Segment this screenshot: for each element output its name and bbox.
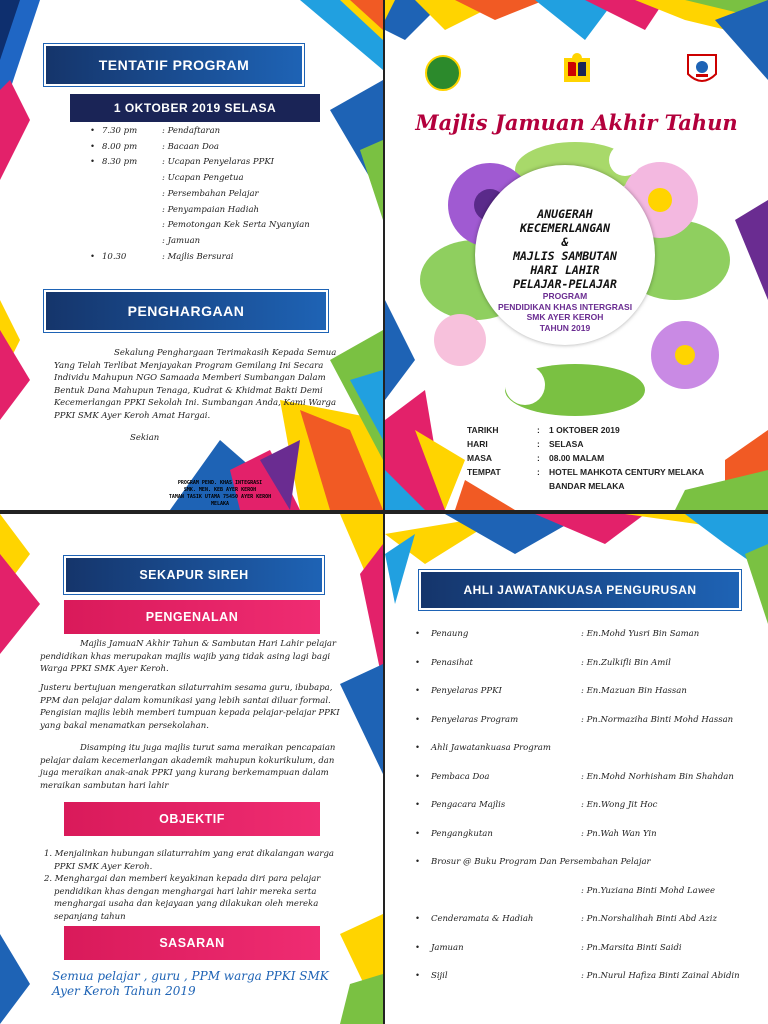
- schedule-row: [90, 187, 360, 203]
- committee-bullet: •: [415, 629, 421, 640]
- committee-title: AHLI JAWATANKUASA PENGURUSAN: [463, 583, 697, 597]
- committee-bullet: •: [415, 914, 421, 925]
- committee-row: [385, 820, 768, 849]
- district-crest-logo: [685, 52, 719, 88]
- committee-bullet: •: [415, 686, 421, 697]
- committee-role: Brosur @ Buku Program Dan Persembahan Pelajar: [431, 857, 651, 868]
- fold-divider-horizontal: [0, 510, 768, 514]
- schedule-list: [90, 124, 360, 265]
- panel-tentatif: [0, 0, 383, 510]
- committee-name: : En.Mohd Norhisham Bin Shahdan: [581, 771, 734, 782]
- committee-row: [385, 763, 768, 792]
- committee-row: [385, 848, 768, 877]
- headline-line: &: [561, 235, 569, 249]
- program-line: PENDIDIKAN KHAS INTERGRASI: [497, 301, 633, 312]
- schedule-time: 8.00 pm: [102, 141, 138, 152]
- closing-text: Sekian: [130, 433, 160, 443]
- school-address: [150, 480, 290, 508]
- committee-row: [385, 791, 768, 820]
- committee-bullet: •: [415, 743, 421, 754]
- committee-row: [385, 677, 768, 706]
- committee-role: Pengacara Majlis: [431, 800, 506, 811]
- schedule-item: : Ucapan Penyelaras PPKI: [162, 157, 275, 168]
- schedule-row: [90, 203, 360, 219]
- committee-banner: [419, 570, 741, 610]
- schedule-row: [90, 250, 360, 266]
- committee-row: [385, 934, 768, 963]
- schedule-row: [90, 155, 360, 171]
- detail-extra: BANDAR MELAKA: [549, 481, 625, 491]
- schedule-item: : Bacaan Doa: [162, 141, 219, 152]
- schedule-row: [90, 234, 360, 250]
- address-line: PROGRAM PEND. KHAS INTEGRASI: [177, 480, 263, 486]
- schedule-bullet: [90, 218, 102, 234]
- tentatif-title: TENTATIF PROGRAM: [98, 57, 250, 73]
- detail-value: SELASA: [549, 439, 584, 449]
- committee-role: Pembaca Doa: [431, 771, 490, 782]
- objektif-banner: [64, 802, 320, 836]
- detail-label: MASA: [467, 453, 493, 463]
- headline-lines: [475, 207, 655, 291]
- panel-sekapur-sireh: [0, 514, 383, 1024]
- program-line: TAHUN 2019: [539, 322, 591, 333]
- address-line: SMK. MEN. KEB AYER KEROH: [183, 487, 257, 493]
- detail-colon: :: [537, 453, 540, 463]
- committee-row: [385, 649, 768, 678]
- schedule-time: [102, 171, 162, 187]
- schedule-time: [102, 187, 162, 203]
- schedule-time: [102, 203, 162, 219]
- detail-value: HOTEL MAHKOTA CENTURY MELAKA: [549, 467, 705, 477]
- headline-line: HARI LAHIR: [530, 263, 600, 277]
- committee-name: : Pn.Normaziha Binti Mohd Hassan: [581, 714, 734, 725]
- committee-role: Cenderamata & Hadiah: [431, 914, 534, 925]
- schedule-item: : Jamuan: [162, 235, 201, 246]
- schedule-bullet: •: [90, 126, 96, 136]
- committee-name: : Pn.Wah Wan Yin: [581, 828, 657, 839]
- schedule-time: [102, 234, 162, 250]
- program-line: PROGRAM: [542, 291, 588, 301]
- detail-label: TARIKH: [467, 425, 499, 435]
- headline-line: MAJLIS SAMBUTAN: [513, 249, 617, 263]
- detail-colon: :: [537, 425, 540, 435]
- schedule-time: 7.30 pm: [102, 126, 138, 136]
- pengenalan-title: PENGENALAN: [145, 610, 239, 624]
- sekapur-title: SEKAPUR SIREH: [139, 568, 249, 582]
- schedule-bullet: [90, 203, 102, 219]
- committee-bullet: •: [415, 857, 421, 868]
- committee-name: : Pn.Yuziana Binti Mohd Lawee: [581, 885, 716, 896]
- objektif-title: OBJEKTIF: [159, 812, 225, 826]
- schedule-bullet: •: [90, 251, 96, 262]
- detail-value: 1 OKTOBER 2019: [549, 425, 620, 435]
- tentatif-banner: [44, 44, 304, 86]
- committee-name: : Pn.Nurul Hafiza Binti Zainal Abidin: [581, 971, 740, 982]
- pengenalan-para-1: Majlis JamuaN Akhir Tahun & Sambutan Hari Lahir pelajar pendidikan khas merupakan majlis wajib yang tidak asing lagi bagi Warga PPKI SMK Ayer Keroh.: [40, 639, 337, 674]
- detail-label: TEMPAT: [467, 467, 501, 477]
- program-lines: [475, 291, 655, 333]
- schedule-row: [90, 124, 360, 140]
- detail-row: [467, 425, 704, 439]
- committee-role: Penyelaras PPKI: [431, 686, 502, 697]
- pengenalan-para-2: Justeru bertujuan mengeratkan silaturrahim sesama guru, ibubapa, PPM dan pelajar dalam komunikasi yang lebih santai diluar formal. Pengisian majlis lebih memberi tumpuan kepada pelajar-pelajar PPKI yang bakal menamatkan persekolahan.: [40, 683, 340, 731]
- committee-row: [385, 905, 768, 934]
- committee-role: Penasihat: [431, 657, 473, 668]
- committee-role: Pengangkutan: [431, 828, 493, 839]
- panel-committee: [385, 514, 768, 1024]
- ministry-crest-logo: [560, 52, 594, 86]
- school-crest-logo: [425, 55, 461, 91]
- detail-row: [467, 453, 704, 467]
- committee-bullet: •: [415, 771, 421, 782]
- committee-name: : En.Zulkifli Bin Amil: [581, 657, 671, 668]
- schedule-time: [102, 218, 162, 234]
- committee-row: [385, 620, 768, 649]
- objektif-item: 2. Menghargai dan memberi keyakinan kepada diri para pelajar pendidikan khas dengan menghargai hari lahir mereka serta menghargai usaha dan kejayaan yang dilakukan oleh mereka sepanjang tahun: [44, 874, 321, 922]
- committee-bullet: •: [415, 800, 421, 811]
- committee-bullet: •: [415, 942, 421, 953]
- event-title: Majlis Jamuan Akhir Tahun: [415, 110, 738, 135]
- committee-row: [385, 962, 768, 991]
- schedule-item: : Ucapan Pengetua: [162, 173, 244, 184]
- schedule-item: : Pemotongan Kek Serta Nyanyian: [162, 220, 310, 231]
- committee-role: Jamuan: [431, 942, 464, 953]
- event-details: [467, 425, 704, 491]
- penghargaan-title: PENGHARGAAN: [127, 303, 245, 319]
- detail-row: [467, 439, 704, 453]
- sasaran-title: SASARAN: [159, 936, 225, 950]
- sasaran-text: Semua pelajar , guru , PPM warga PPKI SMK Ayer Keroh Tahun 2019: [52, 969, 329, 998]
- schedule-item: : Penyampaian Hadiah: [162, 204, 259, 215]
- address-line: MELAKA: [210, 501, 230, 507]
- committee-list: [385, 620, 768, 991]
- committee-role: Penyelaras Program: [431, 714, 519, 725]
- detail-value: 08.00 MALAM: [549, 453, 605, 463]
- address-line: TAMAN TASIK UTAMA 75450 AYER KEROH: [168, 494, 272, 500]
- committee-name: : Pn.Marsita Binti Saidi: [581, 942, 682, 953]
- headline-line: ANUGERAH: [537, 207, 593, 221]
- detail-row: [467, 467, 704, 481]
- committee-name: : En.Mazuan Bin Hassan: [581, 686, 687, 697]
- schedule-time: 8.30 pm: [102, 157, 138, 168]
- detail-colon: :: [537, 467, 540, 477]
- date-bar: [70, 94, 320, 122]
- appreciation-text: Sekalung Penghargaan Terimakasih Kepada Semua Yang Telah Terlibat Menjayakan Program Gemilang Ini Secara Individu Mahupun NGO Samaada Memberi Sumbangan Dalam Bentuk Dana Mahupun Tenaga, Kudrat & Khidmat Bakti Demi Kecemerlangan PPKI Sekolah Ini. Sumbangan Anda, Kami Warga PPKI SMK Ayer Keroh Amat Hargai.: [54, 348, 337, 421]
- schedule-row: [90, 171, 360, 187]
- detail-colon: :: [537, 439, 540, 449]
- committee-row: [385, 734, 768, 763]
- schedule-bullet: [90, 171, 102, 187]
- committee-name: : En.Wong Jit Hoc: [581, 800, 658, 811]
- committee-bullet: •: [415, 971, 421, 982]
- detail-label: HARI: [467, 439, 488, 449]
- committee-row: [385, 877, 768, 906]
- program-line: SMK AYER KEROH: [526, 312, 604, 322]
- schedule-bullet: [90, 187, 102, 203]
- objektif-list: [44, 848, 344, 923]
- date-bar-text: 1 OKTOBER 2019 SELASA: [113, 101, 277, 115]
- headline-line: KECEMERLANGAN: [519, 221, 610, 235]
- schedule-item: : Persembahan Pelajar: [162, 188, 259, 199]
- schedule-time: 10.30: [102, 251, 127, 262]
- committee-role: Ahli Jawatankuasa Program: [431, 743, 551, 754]
- committee-name: : En.Mohd Yusri Bin Saman: [581, 629, 700, 640]
- schedule-item: : Pendaftaran: [162, 126, 221, 136]
- sasaran-banner: [64, 926, 320, 960]
- panel-cover: [385, 0, 768, 510]
- sekapur-banner: [64, 556, 324, 594]
- schedule-bullet: [90, 234, 102, 250]
- schedule-bullet: •: [90, 157, 96, 168]
- committee-name: : Pn.Norshalihah Binti Abd Aziz: [581, 914, 717, 925]
- schedule-item: : Majlis Bersurai: [162, 251, 234, 262]
- committee-role: Penaung: [431, 629, 469, 640]
- objektif-item: 1. Menjalinkan hubungan silaturrahim yang erat dikalangan warga PPKI SMK Ayer Keroh.: [44, 849, 334, 872]
- committee-bullet: •: [415, 828, 421, 839]
- committee-bullet: •: [415, 714, 421, 725]
- committee-row: [385, 706, 768, 735]
- schedule-row: [90, 218, 360, 234]
- headline-circle: [475, 165, 655, 345]
- committee-bullet: •: [415, 657, 421, 668]
- headline-line: PELAJAR-PELAJAR: [513, 277, 617, 291]
- schedule-bullet: •: [90, 141, 96, 152]
- penghargaan-banner: [44, 290, 328, 332]
- committee-role: Sijil: [431, 971, 448, 982]
- schedule-row: [90, 140, 360, 156]
- pengenalan-para-3: Disamping itu juga majlis turut sama meraikan pencapaian pelajar dalam kecemerlangan akademik mahupun kokurikulum, dan juga meraikan anak-anak PPKI yang kurang berkemampuan dalam meraikan sambutan hari lahir: [40, 743, 336, 791]
- pengenalan-banner: [64, 600, 320, 634]
